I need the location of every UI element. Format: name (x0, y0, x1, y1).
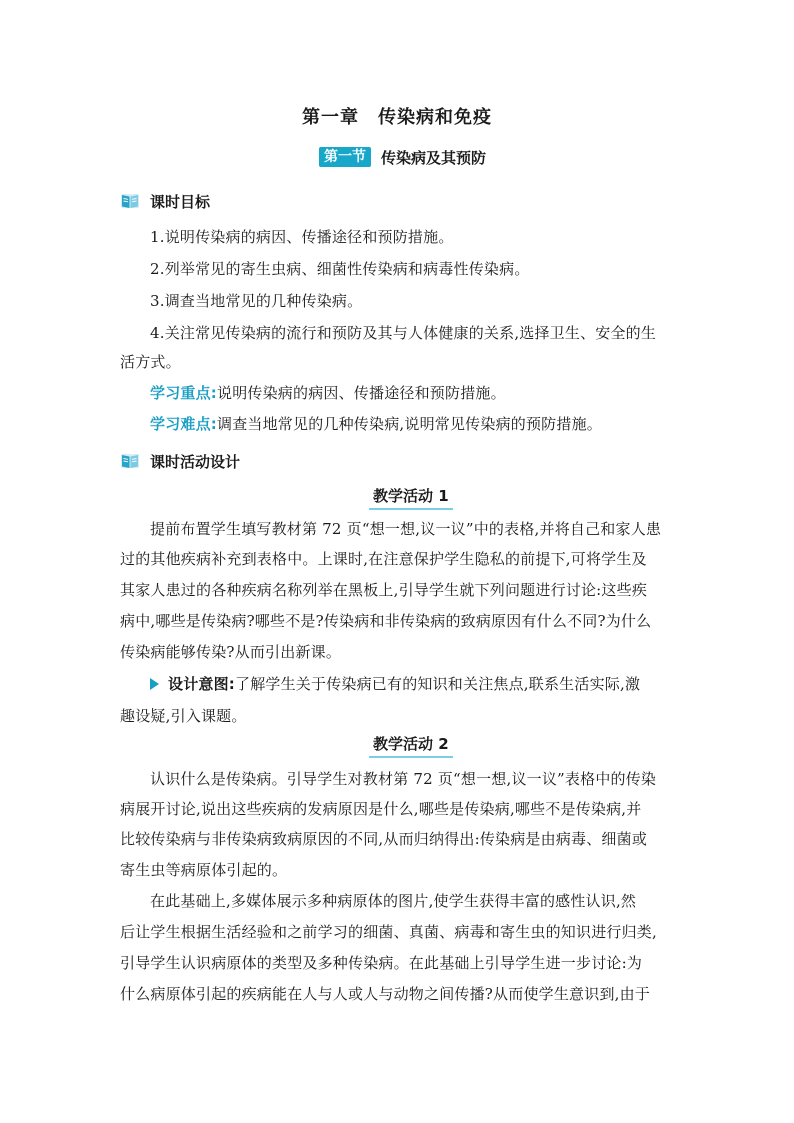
section-title: 传染病及其预防 (381, 148, 487, 167)
objective-item: 2.列举常见的寄生虫病、细菌性传染病和病毒性传染病。 (150, 260, 530, 278)
chapter-title: 第一章 传染病和免疫 (302, 107, 492, 128)
difficulty-text: 调查当地常见的几种传染病,说明常见传染病的预防措施。 (217, 415, 602, 433)
book-icon (120, 192, 140, 210)
objective-item: 1.说明传染病的病因、传播途径和预防措施。 (150, 228, 454, 246)
key-point (150, 383, 506, 403)
design-intent-label: 设计意图: (168, 675, 235, 693)
activity-1-title: 教学活动 1 (369, 486, 453, 510)
triangle-bullet-icon (150, 678, 159, 690)
objective-item: 4.关注常见传染病的流行和预防及其与人体健康的关系,选择卫生、安全的生 (150, 324, 657, 342)
objectives-heading-text: 课时目标 (150, 192, 211, 211)
design-intent-text: 了解学生关于传染病已有的知识和关注焦点,联系生活实际,激 (235, 675, 641, 693)
activity-2-line: 什么病原体引起的疾病能在人与人或人与动物之间传播?从而使学生意识到,由于 (120, 985, 651, 1003)
section-header (319, 146, 486, 168)
activity-2-line: 认识什么是传染病。引导学生对教材第 72 页“想一想,议一议”表格中的传染 (150, 770, 657, 788)
activity-1-line: 传染病能够传染?从而引出新课。 (120, 643, 342, 661)
activity-1-line: 病中,哪些是传染病?哪些不是?传染病和非传染病的致病原因有什么不同?为什么 (120, 612, 652, 630)
key-point-text: 说明传染病的病因、传播途径和预防措施。 (217, 384, 506, 402)
activity-2-line: 后让学生根据生活经验和之前学习的细菌、真菌、病毒和寄生虫的知识进行归类, (120, 923, 657, 941)
difficulty-point (150, 414, 602, 434)
design-intent (150, 674, 640, 694)
activity-1-line: 提前布置学生填写教材第 72 页“想一想,议一议”中的表格,并将自己和家人患 (150, 520, 662, 538)
activity-2-line: 病展开讨论,说出这些疾病的发病原因是什么,哪些是传染病,哪些不是传染病,并 (120, 800, 642, 818)
design-intent-continued: 趣设疑,引入课题。 (120, 707, 247, 725)
design-heading (120, 450, 240, 472)
objective-item: 3.调查当地常见的几种传染病。 (150, 292, 363, 310)
activity-1-line: 其家人患过的各种疾病名称列举在黑板上,引导学生就下列问题进行讨论:这些疾 (120, 581, 648, 599)
activity-2-line: 比较传染病与非传染病致病原因的不同,从而归纳得出:传染病是由病毒、细菌或 (120, 830, 648, 848)
objective-item-continued: 活方式。 (120, 353, 181, 371)
difficulty-label: 学习难点: (150, 415, 217, 433)
key-point-label: 学习重点: (150, 384, 217, 402)
activity-2-line: 寄生虫等病原体引起的。 (120, 861, 288, 879)
section-badge: 第一节 (319, 147, 371, 167)
design-heading-text: 课时活动设计 (150, 452, 241, 471)
objectives-heading (120, 190, 210, 212)
activity-2-title: 教学活动 2 (369, 734, 453, 758)
activity-2-line: 引导学生认识病原体的类型及多种传染病。在此基础上引导学生进一步讨论:为 (120, 954, 643, 972)
activity-2-line: 在此基础上,多媒体展示多种病原体的图片,使学生获得丰富的感性认识,然 (150, 892, 637, 910)
activity-1-line: 过的其他疾病补充到表格中。上课时,在注意保护学生隐私的前提下,可将学生及 (120, 550, 647, 568)
book-icon (120, 452, 140, 470)
